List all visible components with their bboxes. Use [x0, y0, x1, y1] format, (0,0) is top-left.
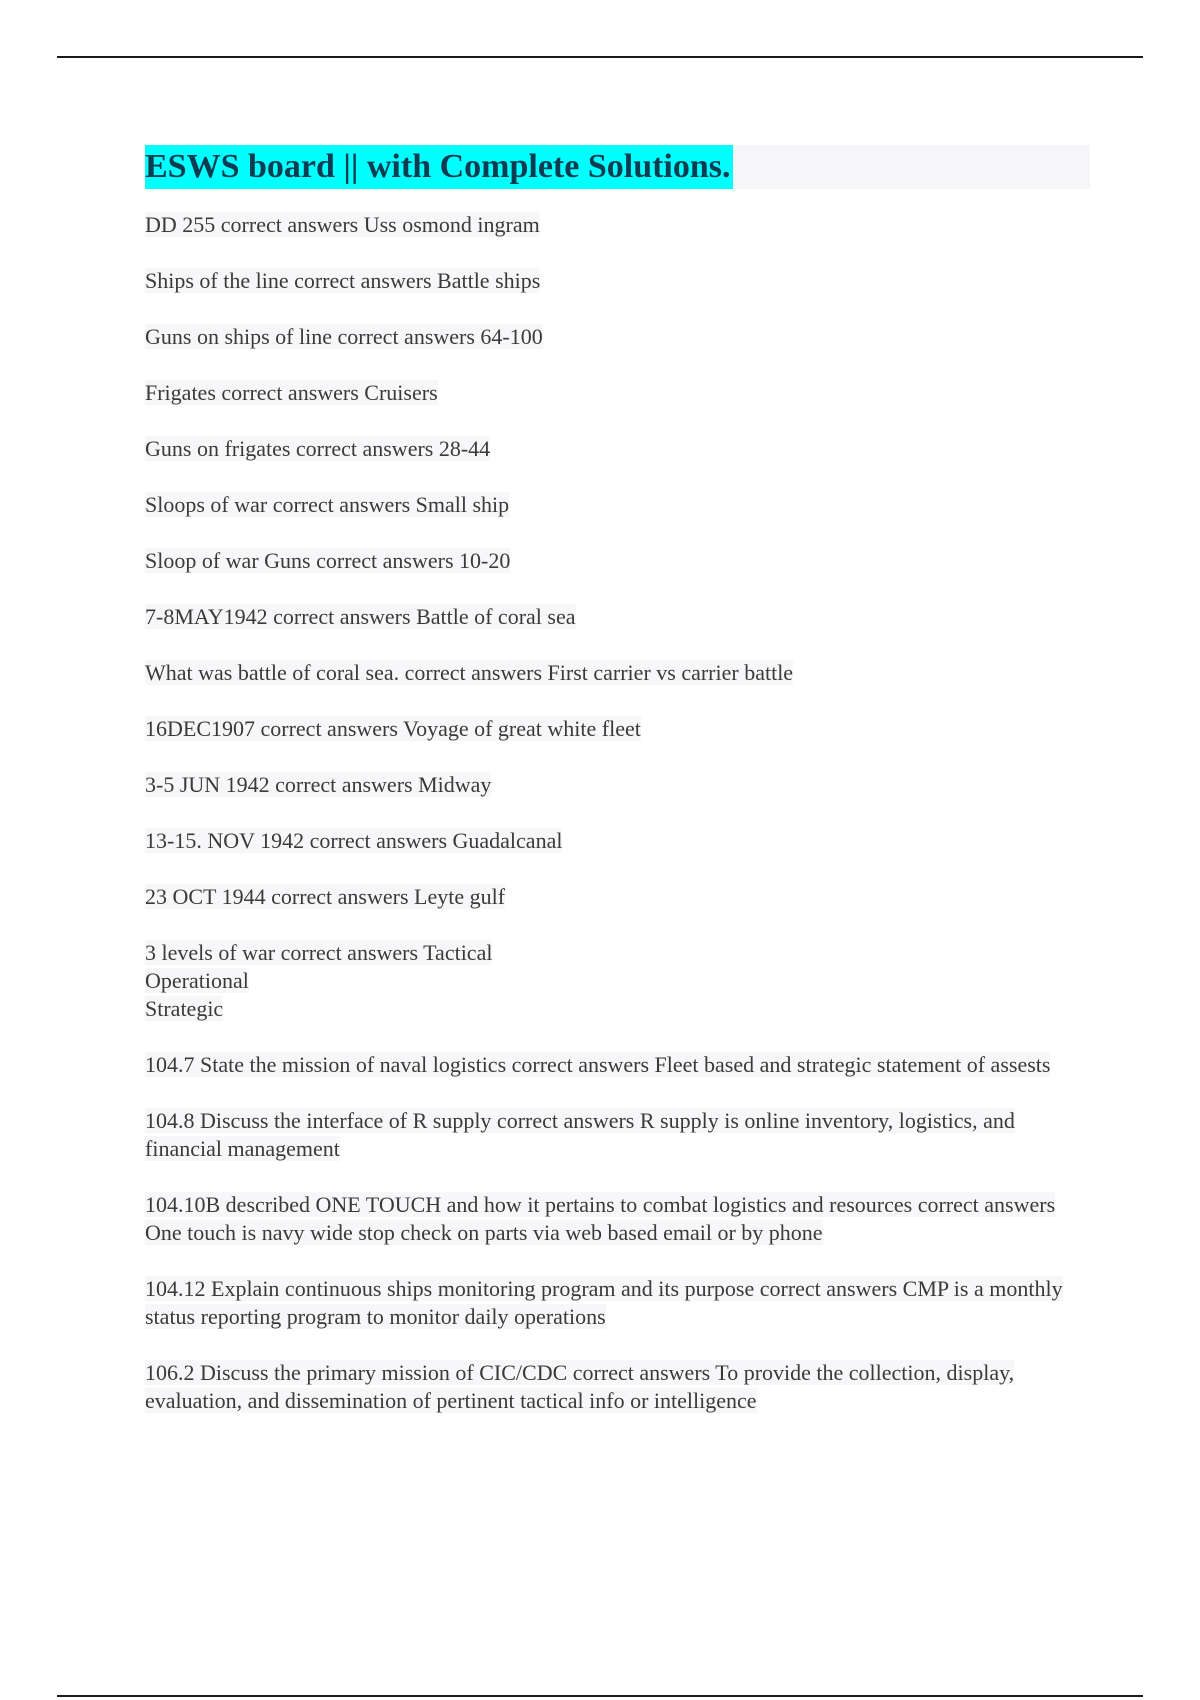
qa-item-text: 3-5 JUN 1942 correct answers Midway [145, 772, 492, 797]
qa-item-text: DD 255 correct answers Uss osmond ingram [145, 212, 540, 237]
qa-item-text: 104.7 State the mission of naval logistics correct answers Fleet based and strategic statement of assests [145, 1052, 1051, 1077]
qa-item [145, 1359, 1090, 1415]
qa-item [145, 211, 1090, 239]
qa-item-text: Guns on ships of line correct answers 64-100 [145, 324, 543, 349]
qa-item [145, 1107, 1090, 1163]
qa-item [145, 435, 1090, 463]
qa-list [145, 211, 1090, 1415]
qa-item-text: Guns on frigates correct answers 28-44 [145, 436, 491, 461]
qa-item-text: 13-15. NOV 1942 correct answers Guadalcanal [145, 828, 563, 853]
qa-item [145, 379, 1090, 407]
qa-item [145, 323, 1090, 351]
qa-item-text: 104.12 Explain continuous ships monitoring program and its purpose correct answers CMP is a monthly status reporting program to monitor daily operations [145, 1276, 1063, 1329]
qa-item [145, 491, 1090, 519]
qa-item [145, 827, 1090, 855]
document-body [145, 145, 1090, 1443]
qa-item-text: 7-8MAY1942 correct answers Battle of coral sea [145, 604, 576, 629]
qa-item-text: 104.8 Discuss the interface of R supply correct answers R supply is online inventory, logistics, and financial management [145, 1108, 1015, 1161]
qa-item [145, 1275, 1090, 1331]
document-title: ESWS board || with Complete Solutions. [145, 145, 733, 189]
qa-item [145, 1051, 1090, 1079]
top-divider [57, 56, 1143, 58]
bottom-divider [57, 1695, 1143, 1697]
qa-item-text: 3 levels of war correct answers Tactical Operational Strategic [145, 940, 493, 1021]
qa-item [145, 659, 1090, 687]
qa-item [145, 939, 1090, 1023]
qa-item [145, 1191, 1090, 1247]
qa-item-text: Sloop of war Guns correct answers 10-20 [145, 548, 511, 573]
qa-item [145, 715, 1090, 743]
qa-item-text: Ships of the line correct answers Battle ships [145, 268, 541, 293]
qa-item [145, 603, 1090, 631]
qa-item-text: 104.10B described ONE TOUCH and how it pertains to combat logistics and resources correct answers One touch is navy wide stop check on parts via web based email or by phone [145, 1192, 1056, 1245]
qa-item-text: Frigates correct answers Cruisers [145, 380, 438, 405]
qa-item-text: Sloops of war correct answers Small ship [145, 492, 510, 517]
title-band [145, 145, 1090, 189]
qa-item-text: What was battle of coral sea. correct answers First carrier vs carrier battle [145, 660, 794, 685]
qa-item [145, 547, 1090, 575]
qa-item-text: 23 OCT 1944 correct answers Leyte gulf [145, 884, 506, 909]
qa-item-text: 16DEC1907 correct answers Voyage of great white fleet [145, 716, 641, 741]
qa-item [145, 267, 1090, 295]
qa-item-text: 106.2 Discuss the primary mission of CIC/CDC correct answers To provide the collection, display, evaluation, and dissemination of pertinent tactical info or intelligence [145, 1360, 1015, 1413]
qa-item [145, 771, 1090, 799]
qa-item [145, 883, 1090, 911]
